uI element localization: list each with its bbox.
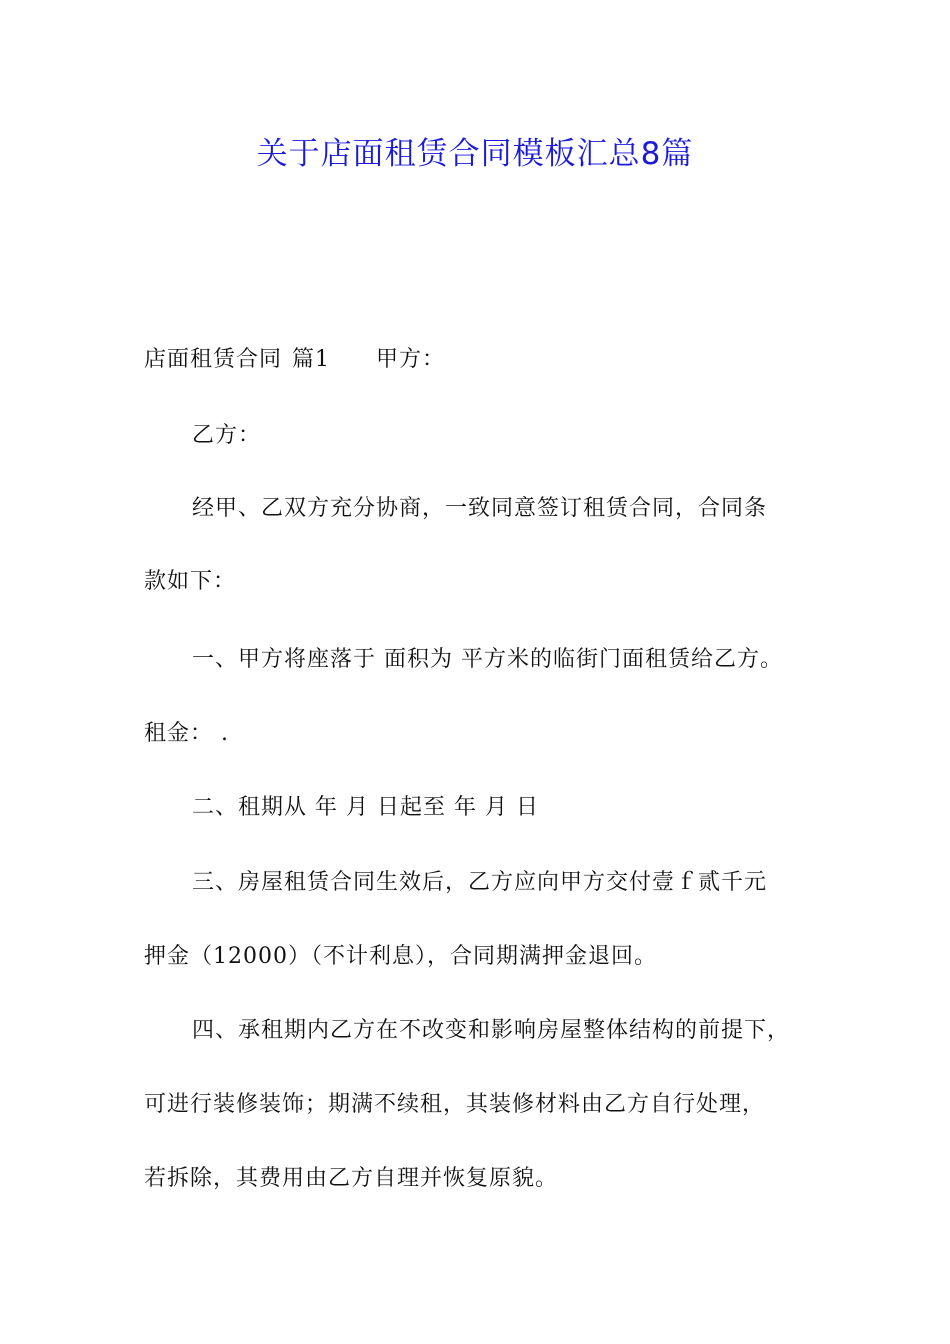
paragraph-line: 经甲、乙双方充分协商，一致同意签订租赁合同，合同条 [192,496,768,521]
party-b-label: 乙方： [192,423,262,448]
clause-2-line: 二、租期从 年 月 日起至 年 月 日 [192,795,539,820]
clause-4-line: 可进行装修装饰；期满不续租，其装修材料由乙方自行处理， [144,1092,766,1117]
clause-4-line: 若拆除，其费用由乙方自理并恢复原貌。 [144,1166,559,1191]
clause-1-line: 租金： . [144,721,229,746]
clause-3-line: 押金（12000）（不计利息），合同期满押金退回。 [144,944,657,969]
document-title: 关于店面租赁合同模板汇总8篇 [256,136,694,172]
section-label: 店面租赁合同 [144,347,283,372]
paragraph-line: 款如下： [144,569,237,594]
clause-4-line: 四、承租期内乙方在不改变和影响房屋整体结构的前提下， [192,1018,791,1043]
clause-3-line: 三、房屋租赁合同生效后，乙方应向甲方交付壹ｆ贰千元 [192,870,768,895]
party-a-label: 甲方： [376,347,446,372]
clause-1-line: 一、甲方将座落于 面积为 平方米的临街门面租赁给乙方。 [192,647,783,672]
section-heading [144,345,445,375]
section-number: 篇1 [292,347,331,372]
